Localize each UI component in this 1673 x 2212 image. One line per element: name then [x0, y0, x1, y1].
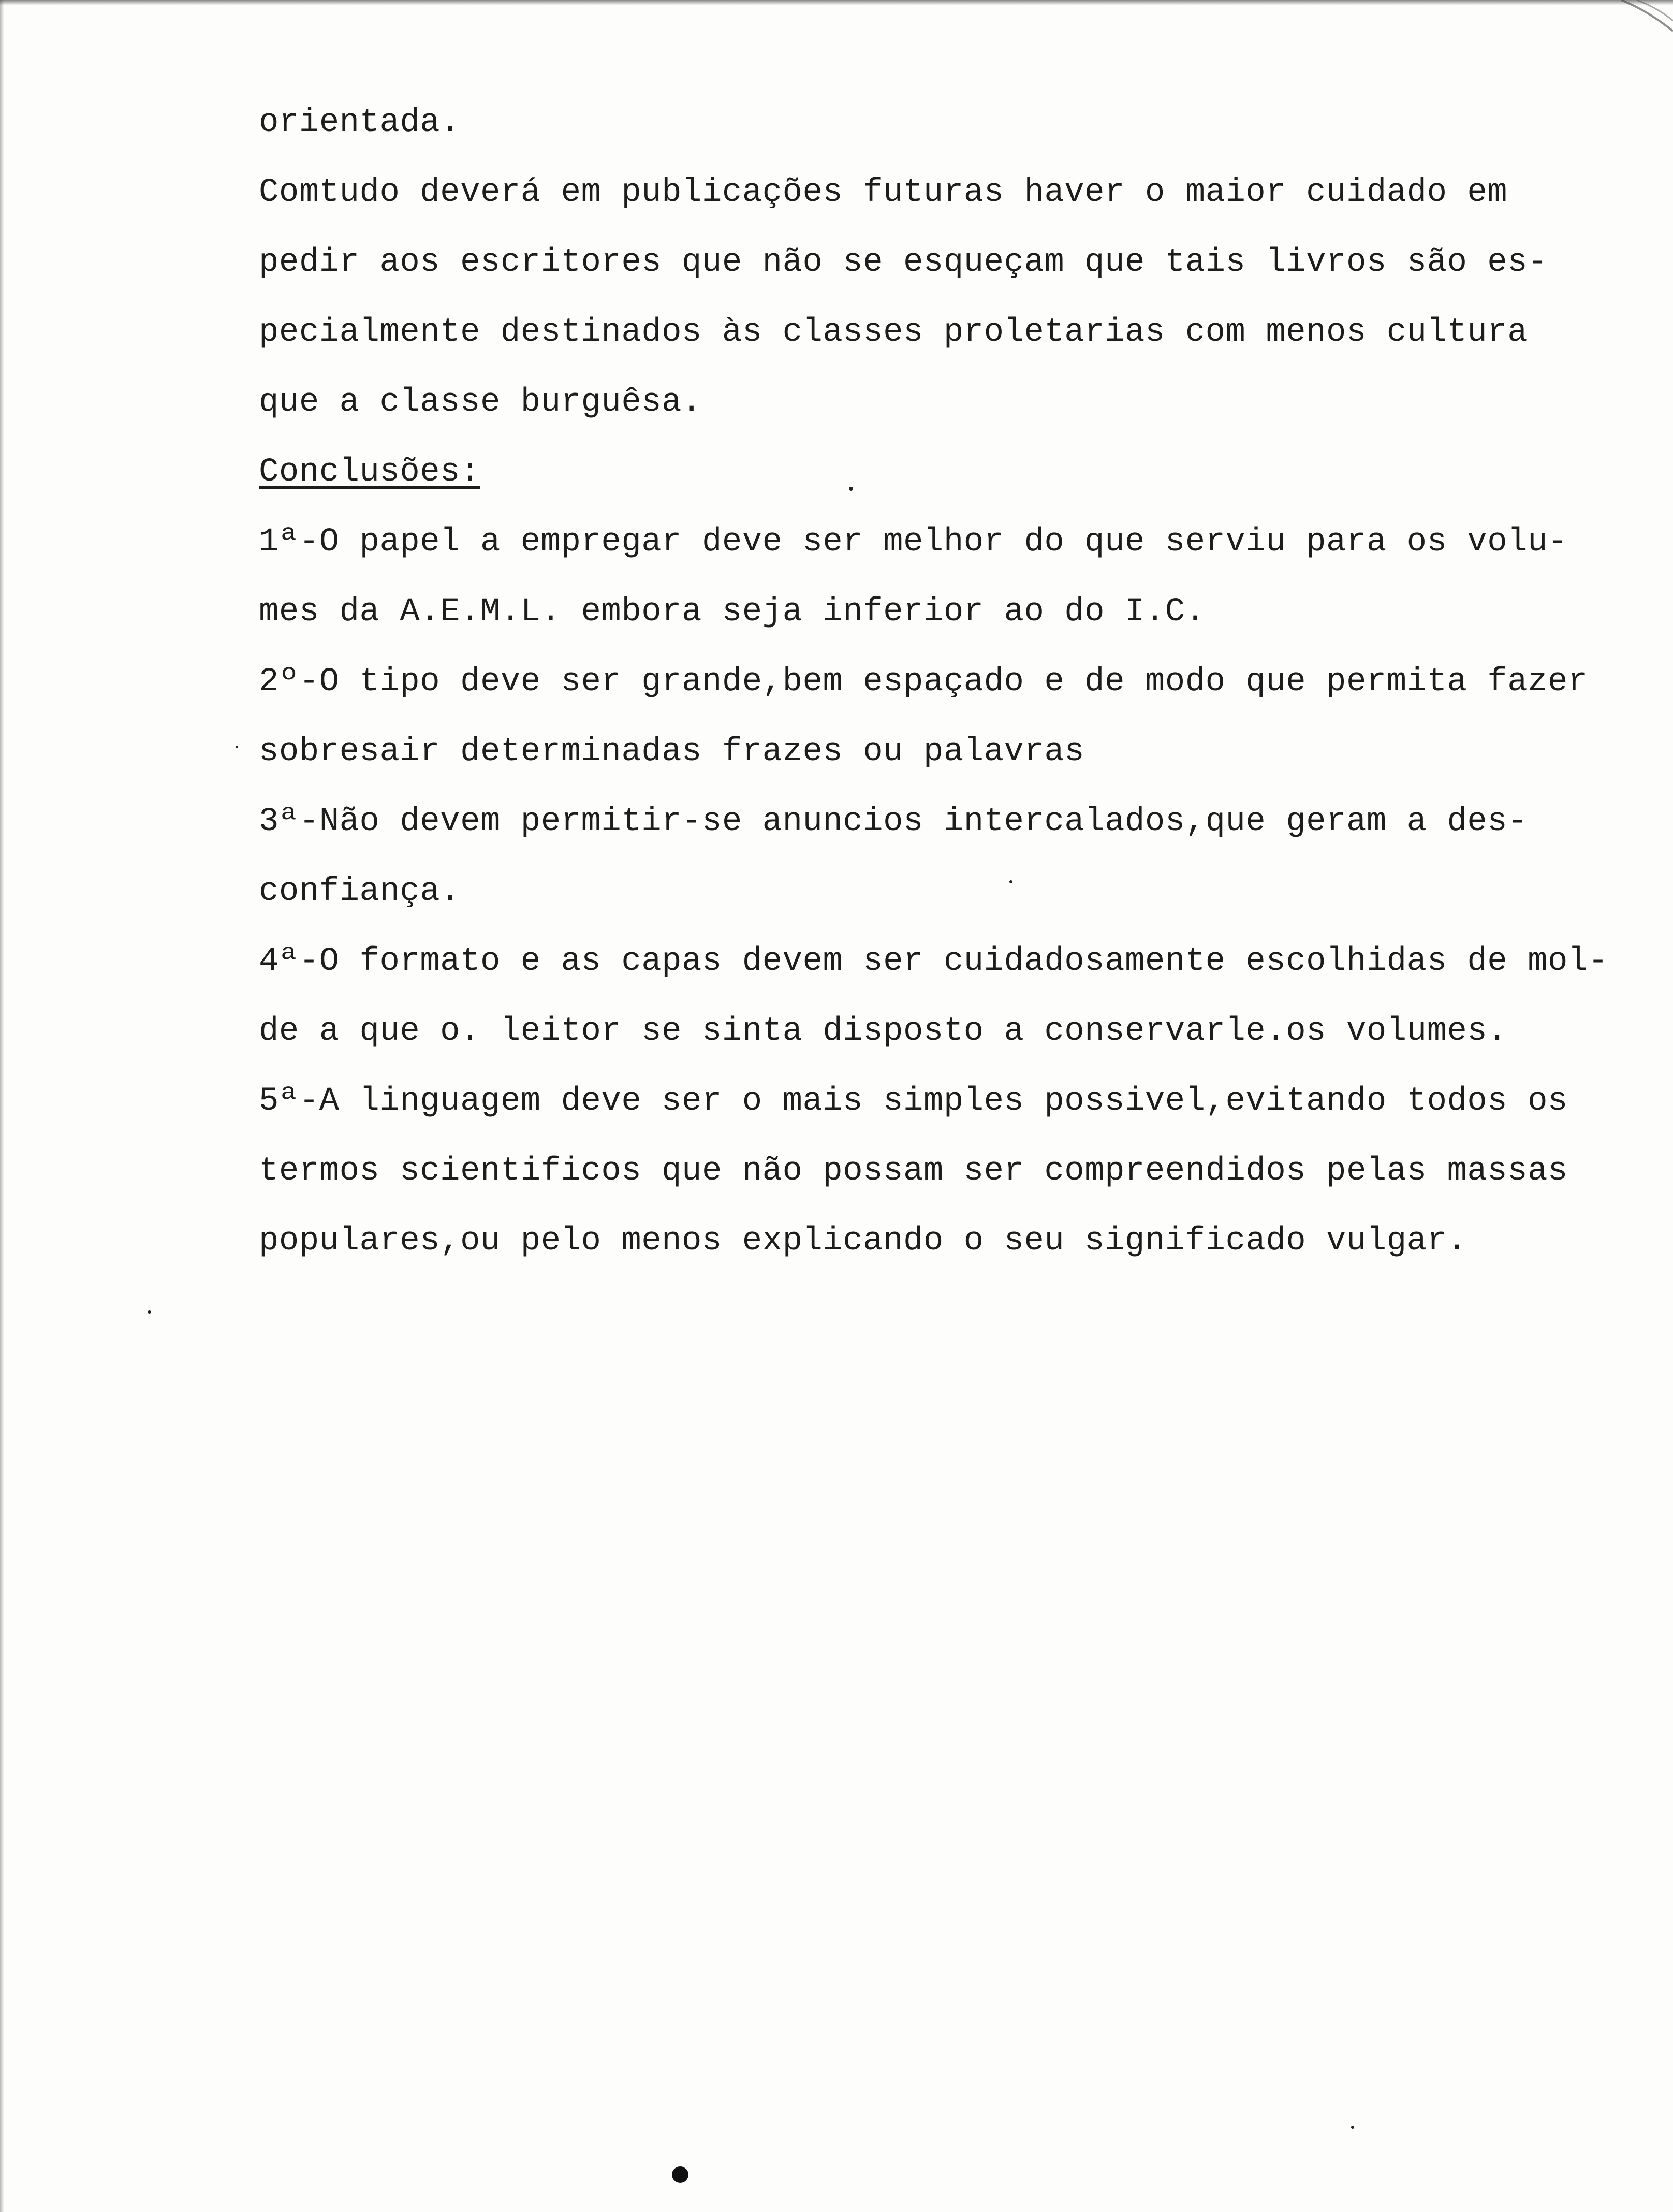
conclusion-1-line: mes da A.E.M.L. embora seja inferior ao do I.C. [259, 593, 1206, 631]
text-line: pecialmente destinados às classes proletarias com menos cultura [259, 314, 1528, 351]
text-line: pedir aos escritores que não se esqueçam que tais livros são es- [259, 244, 1548, 281]
conclusion-4-line: 4ª-O formato e as capas devem ser cuidadosamente escolhidas de mol- [259, 943, 1608, 980]
document-body [259, 88, 1656, 1276]
text-line: orientada. [259, 104, 461, 141]
conclusion-1-line: 1ª-O papel a empregar deve ser melhor do que serviu para os volu- [259, 523, 1568, 561]
conclusion-5-line: termos scientificos que não possam ser compreendidos pelas massas [259, 1153, 1568, 1190]
conclusions-heading: Conclusões: [259, 454, 480, 491]
scan-top-edge [0, 0, 1673, 5]
conclusion-5-line: populares,ou pelo menos explicando o seu significado vulgar. [259, 1223, 1467, 1260]
scan-left-edge [0, 0, 4, 2212]
ink-speck [849, 487, 853, 491]
conclusion-3-line: 3ª-Não devem permitir-se anuncios intercalados,que geram a des- [259, 803, 1528, 840]
ink-speck [1009, 880, 1012, 883]
conclusion-4-line: de a que o. leitor se sinta disposto a conservarle.os volumes. [259, 1013, 1508, 1050]
ink-blot [672, 2166, 688, 2183]
ink-speck [1351, 2126, 1354, 2129]
conclusion-5-line: 5ª-A linguagem deve ser o mais simples possivel,evitando todos os [259, 1083, 1568, 1120]
conclusion-2-line: sobresair determinadas frazes ou palavras [259, 733, 1085, 770]
conclusion-3-line: confiança. [259, 873, 461, 910]
text-line: que a classe burguêsa. [259, 384, 702, 421]
conclusion-2-line: 2º-O tipo deve ser grande,bem espaçado e de modo que permita fazer [259, 663, 1588, 701]
page-corner-curl [1616, 0, 1673, 36]
ink-speck [236, 746, 238, 748]
ink-speck [148, 1310, 151, 1314]
text-line: Comtudo deverá em publicações futuras haver o maior cuidado em [259, 174, 1508, 211]
